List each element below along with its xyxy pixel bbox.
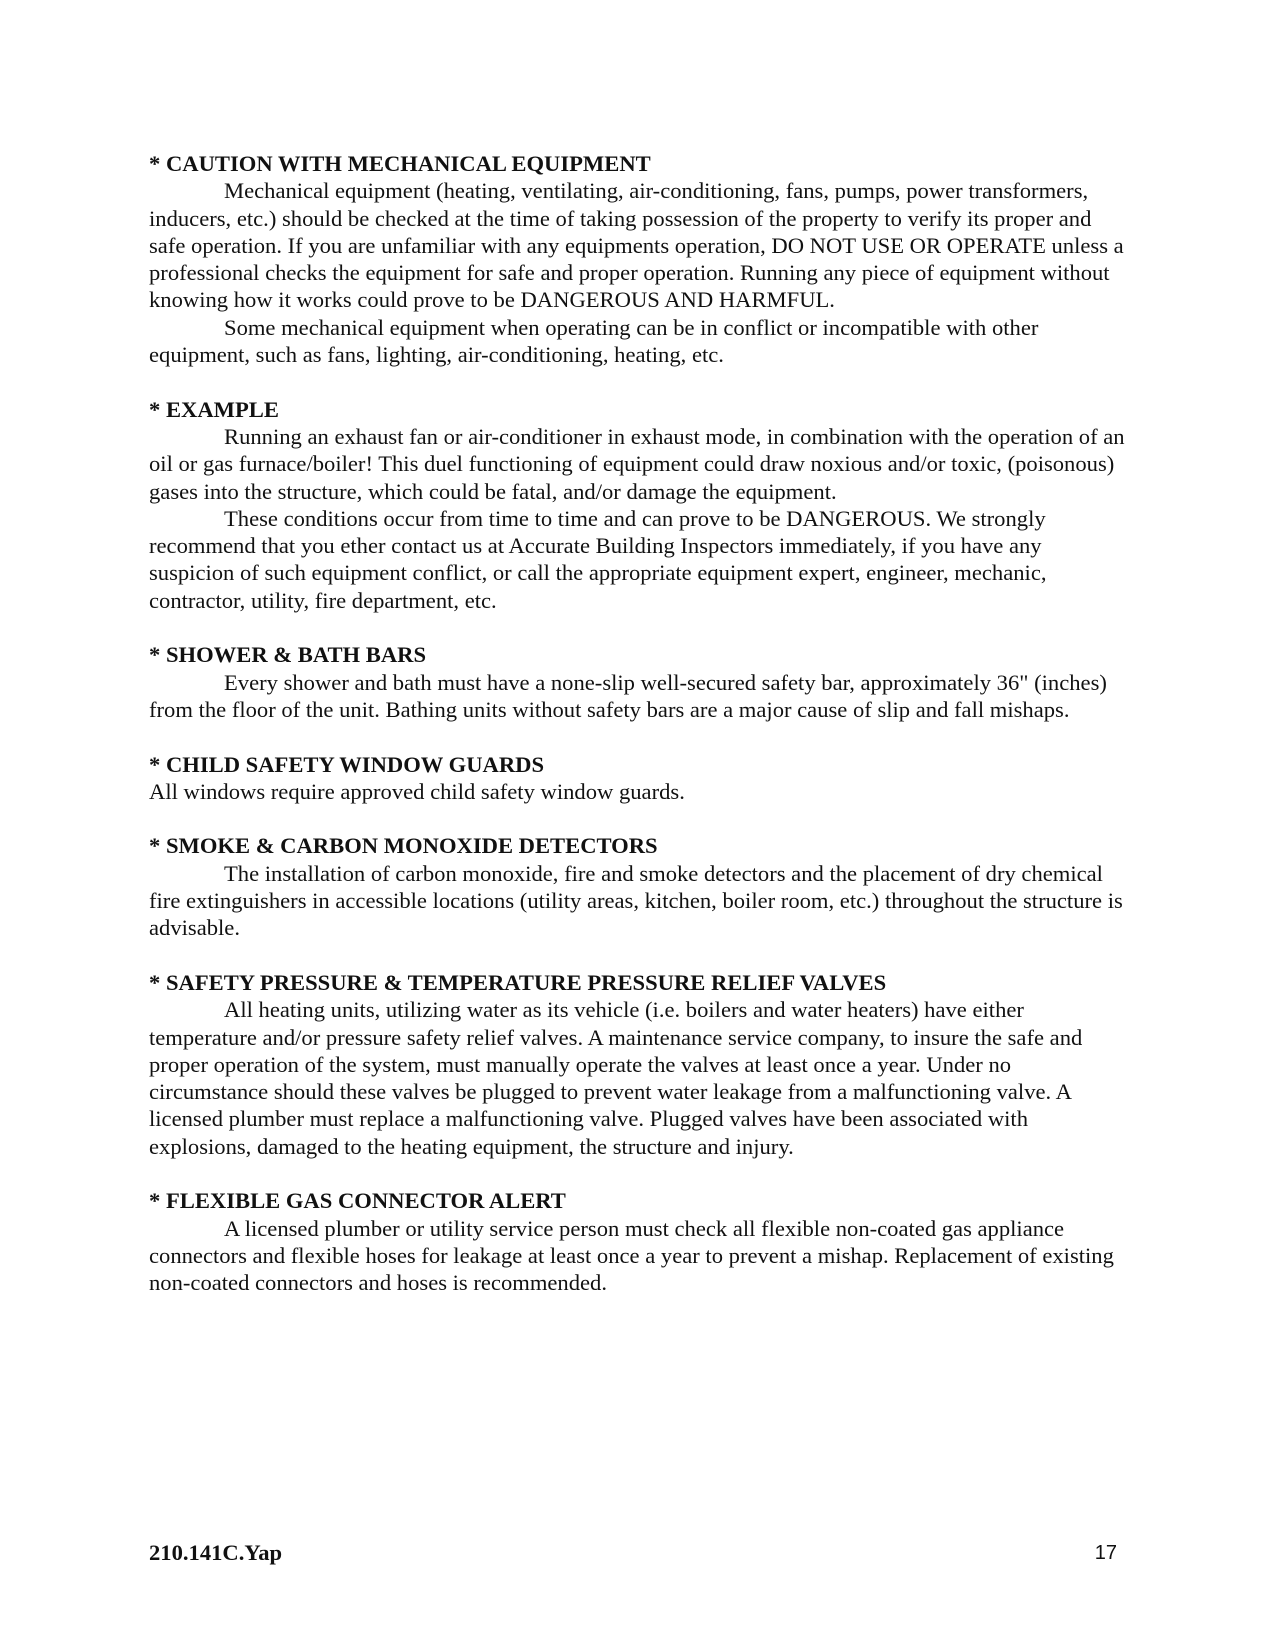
- section-heading: * CHILD SAFETY WINDOW GUARDS: [149, 751, 545, 777]
- section-gas-connector-alert: [149, 1187, 1129, 1296]
- section-heading: * SHOWER & BATH BARS: [149, 642, 427, 668]
- section-relief-valves: [149, 969, 1129, 1160]
- paragraph: These conditions occur from time to time and can prove to be DANGEROUS. We strongly recommend that you ether contact us at Accurate Building Inspectors immediately, if you have any suspicion of such equipment conflict, or call the appropriate equipment expert, engineer, mechanic, contractor, utility, fire department, etc.: [149, 505, 1047, 613]
- paragraph: A licensed plumber or utility service person must check all flexible non-coated gas appliance connectors and flexible hoses for leakage at least once a year to prevent a mishap. Replacement of existing non-coated connectors and hoses is recommended.: [149, 1215, 1114, 1296]
- section-heading: * FLEXIBLE GAS CONNECTOR ALERT: [149, 1188, 566, 1214]
- section-heading: * CAUTION WITH MECHANICAL EQUIPMENT: [149, 151, 651, 176]
- section-mechanical-equipment: [149, 150, 1129, 368]
- section-heading: * SAFETY PRESSURE & TEMPERATURE PRESSURE RELIEF VALVES: [149, 969, 887, 995]
- paragraph: Every shower and bath must have a none-slip well-secured safety bar, approximately 36" (inches) from the floor of the unit. Bathing units without safety bars are a major cause of slip and fall mishaps.: [149, 669, 1107, 722]
- paragraph: The installation of carbon monoxide, fire and smoke detectors and the placement of dry chemical fire extinguishers in accessible locations (utility areas, kitchen, boiler room, etc.) throughout the structure is advisable.: [149, 860, 1123, 941]
- paragraph: All windows require approved child safety window guards.: [149, 778, 685, 804]
- section-example: [149, 396, 1129, 614]
- footer-page-number: 17: [1094, 1542, 1117, 1564]
- paragraph: Mechanical equipment (heating, ventilating, air-conditioning, fans, pumps, power transformers, inducers, etc.) should be checked at the time of taking possession of the property to verify its proper and safe operation. If you are unfamiliar with any equipments operation, DO NOT USE OR OPERATE unless a professional checks the equipment for safe and proper operation. Running any piece of equipment without knowing how it works could prove to be DANGEROUS AND HARMFUL.: [149, 178, 1124, 313]
- section-shower-bath-bars: [149, 641, 1129, 723]
- paragraph: Some mechanical equipment when operating can be in conflict or incompatible with other equipment, such as fans, lighting, air-conditioning, heating, etc.: [149, 314, 1039, 368]
- document-body: [149, 150, 1129, 1324]
- section-heading: * EXAMPLE: [149, 396, 279, 422]
- section-child-window-guards: [149, 751, 1129, 806]
- footer-doc-id: 210.141C.Yap: [149, 1540, 283, 1565]
- paragraph: All heating units, utilizing water as its vehicle (i.e. boilers and water heaters) have either temperature and/or pressure safety relief valves. A maintenance service company, to insure the safe and proper operation of the system, must manually operate the valves at least once a year. Under no circumstance should these valves be plugged to prevent water leakage from a malfunctioning valve. A licensed plumber must replace a malfunctioning valve. Plugged valves have been associated with explosions, damaged to the heating equipment, the structure and injury.: [149, 997, 1083, 1159]
- section-heading: * SMOKE & CARBON MONOXIDE DETECTORS: [149, 833, 658, 859]
- paragraph: Running an exhaust fan or air-conditioner in exhaust mode, in combination with the operation of an oil or gas furnace/boiler! This duel functioning of equipment could draw noxious and/or toxic, (poisonous) gases into the structure, which could be fatal, and/or damage the equipment.: [149, 423, 1125, 504]
- section-smoke-co-detectors: [149, 832, 1129, 941]
